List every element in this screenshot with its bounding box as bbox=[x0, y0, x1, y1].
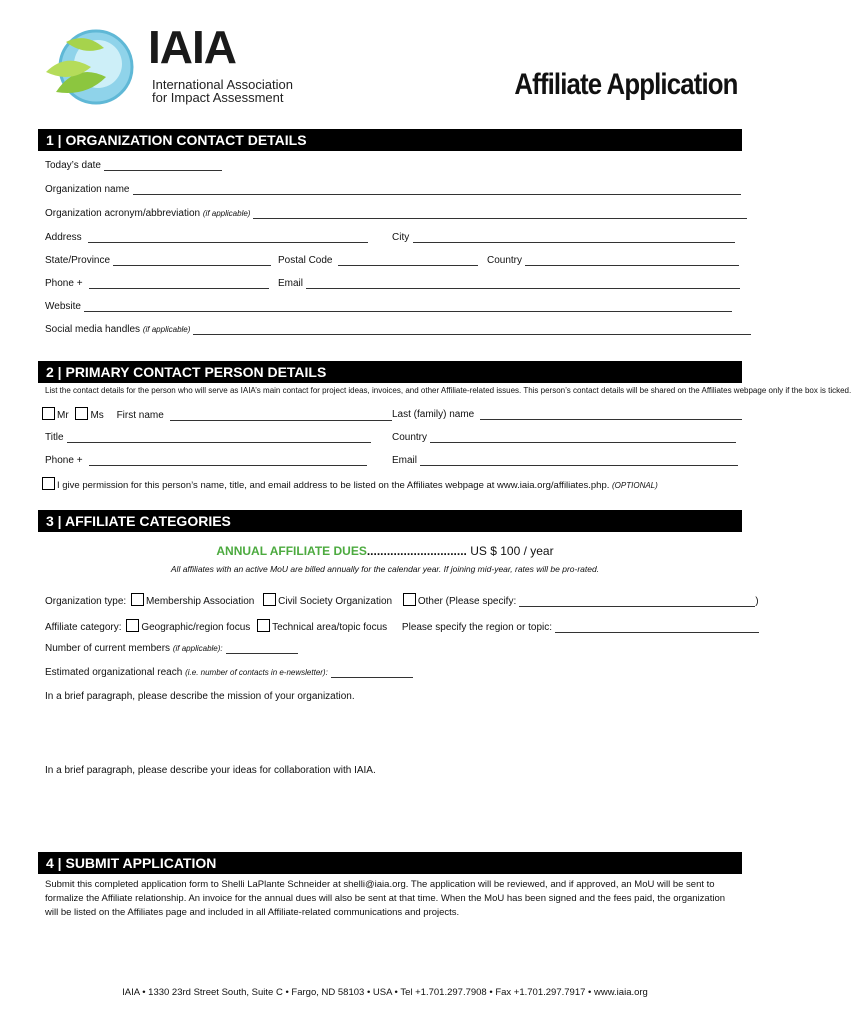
phone-input[interactable] bbox=[89, 278, 269, 289]
civil-society-checkbox[interactable] bbox=[263, 593, 276, 606]
contact-country-input[interactable] bbox=[430, 432, 736, 443]
org-name-row: Organization name bbox=[45, 184, 741, 195]
salutation-row: Mr Ms First name bbox=[42, 407, 392, 421]
other-checkbox[interactable] bbox=[403, 593, 416, 606]
mission-textarea[interactable] bbox=[45, 706, 741, 760]
section3-header: 3 | AFFILIATE CATEGORIES bbox=[38, 510, 742, 532]
title-row: Title bbox=[45, 432, 371, 443]
state-input[interactable] bbox=[113, 255, 271, 266]
document-title: Affiliate Application bbox=[514, 68, 738, 101]
mission-prompt: In a brief paragraph, please describe the mission of your organization. bbox=[45, 691, 355, 702]
org-type-row: Organization type: Membership Association Civil Society Organization Other (Please specify: ) bbox=[45, 593, 759, 607]
city-input[interactable] bbox=[413, 232, 735, 243]
contact-email-input[interactable] bbox=[420, 455, 738, 466]
permission-row: I give permission for this person’s name, title, and email address to be listed on the Affiliates webpage at www.iaia.org/affiliates.php. (OPTIONAL) bbox=[42, 477, 658, 491]
org-acronym-row: Organization acronym/abbreviation (if applicable) bbox=[45, 208, 747, 219]
postal-row: Postal Code bbox=[278, 255, 478, 266]
footer-contact: IAIA • 1330 23rd Street South, Suite C • Fargo, ND 58103 • USA • Tel +1.701.297.7908 • Fax +1.701.297.7917 • www.iaia.org bbox=[122, 987, 648, 998]
contact-phone-row: Phone + bbox=[45, 455, 367, 466]
reach-row: Estimated organizational reach (i.e. number of contacts in e-newsletter): bbox=[45, 667, 413, 678]
reach-input[interactable] bbox=[331, 667, 413, 678]
ideas-prompt: In a brief paragraph, please describe your ideas for collaboration with IAIA. bbox=[45, 765, 376, 776]
first-name-input[interactable] bbox=[170, 410, 392, 421]
phone-row: Phone + bbox=[45, 278, 269, 289]
social-row: Social media handles (if applicable) bbox=[45, 324, 751, 335]
org-name-input[interactable] bbox=[133, 184, 741, 195]
iaia-globe-logo bbox=[36, 22, 146, 112]
contact-email-row: Email bbox=[392, 455, 738, 466]
social-input[interactable] bbox=[193, 324, 751, 335]
country-input[interactable] bbox=[525, 255, 739, 266]
section4-header: 4 | SUBMIT APPLICATION bbox=[38, 852, 742, 874]
last-name-row: Last (family) name bbox=[392, 409, 742, 420]
tech-focus-checkbox[interactable] bbox=[257, 619, 270, 632]
submit-instructions: Submit this completed application form to Shelli LaPlante Schneider at shelli@iaia.org. The application will be reviewed, and if approved, an MoU will be sent to formalize the Affiliate relationship. An invoice for the annual dues will also be sent at that time. When the MoU has been signed and the fees paid, the organization will be listed on the Affiliates page and included in all Affiliate-related communications and projects. bbox=[45, 879, 726, 918]
org-acronym-input[interactable] bbox=[253, 208, 747, 219]
contact-country-row: Country bbox=[392, 432, 736, 443]
annual-dues-line: ANNUAL AFFILIATE DUES.............................. US $ 100 / year bbox=[216, 544, 554, 558]
email-row: Email bbox=[278, 278, 740, 289]
logo-fullname: International Association for Impact Assessment bbox=[152, 77, 293, 105]
email-input[interactable] bbox=[306, 278, 740, 289]
website-input[interactable] bbox=[84, 301, 732, 312]
section2-header: 2 | PRIMARY CONTACT PERSON DETAILS bbox=[38, 361, 742, 383]
state-row: State/Province bbox=[45, 255, 271, 266]
website-row: Website bbox=[45, 301, 732, 312]
section1-header: 1 | ORGANIZATION CONTACT DETAILS bbox=[38, 129, 742, 151]
mr-checkbox[interactable] bbox=[42, 407, 55, 420]
geo-focus-checkbox[interactable] bbox=[126, 619, 139, 632]
members-input[interactable] bbox=[226, 643, 298, 654]
dues-note: All affiliates with an active MoU are billed annually for the calendar year. If joining mid-year, rates will be pro-rated. bbox=[170, 564, 600, 574]
membership-checkbox[interactable] bbox=[131, 593, 144, 606]
todays-date-input[interactable] bbox=[104, 160, 222, 171]
last-name-input[interactable] bbox=[480, 409, 742, 420]
address-input[interactable] bbox=[88, 232, 368, 243]
title-input[interactable] bbox=[67, 432, 371, 443]
logo-acronym: IAIA bbox=[148, 21, 236, 73]
ideas-textarea[interactable] bbox=[45, 780, 741, 844]
todays-date-row: Today’s date bbox=[45, 160, 222, 171]
contact-phone-input[interactable] bbox=[89, 455, 367, 466]
city-row: City bbox=[392, 232, 735, 243]
ms-checkbox[interactable] bbox=[75, 407, 88, 420]
country-row: Country bbox=[487, 255, 739, 266]
postal-input[interactable] bbox=[338, 255, 478, 266]
other-specify-input[interactable] bbox=[519, 596, 755, 607]
permission-checkbox[interactable] bbox=[42, 477, 55, 490]
section2-note: List the contact details for the person who will serve as IAIA’s main contact for project ideas, invoices, and other Affiliate-related issues. This person’s contact details will be shared on the Affiliates webpage only if the box is ticked. bbox=[45, 386, 851, 395]
members-row: Number of current members (if applicable): bbox=[45, 643, 298, 654]
region-topic-input[interactable] bbox=[555, 622, 759, 633]
address-row: Address bbox=[45, 232, 368, 243]
affiliate-category-row: Affiliate category: Geographic/region focus Technical area/topic focus Please specify the region or topic: bbox=[45, 619, 759, 633]
